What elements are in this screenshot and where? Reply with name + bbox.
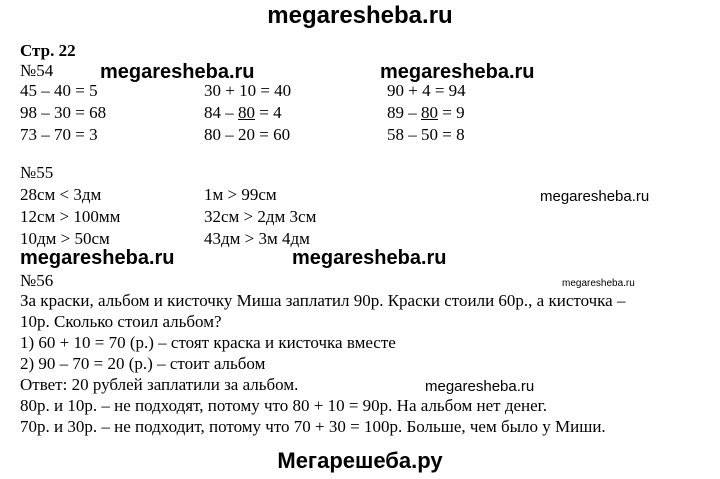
comparison: 12см > 100мм <box>20 207 121 226</box>
comparison: 1м > 99см <box>204 185 277 204</box>
site-footer-watermark: Мегарешеба.ру <box>277 448 443 473</box>
comparison: 28см < 3дм <box>20 185 102 204</box>
answer: Ответ: 20 рублей заплатили за альбом. <box>20 375 299 394</box>
watermark: megaresheba.ru <box>562 278 635 289</box>
watermark: megaresheba.ru <box>20 247 175 269</box>
task-56-title: №56 <box>20 271 54 290</box>
task-55-title: №55 <box>20 163 54 182</box>
solution-step: 1) 60 + 10 = 70 (р.) – стоят краска и кисточка вместе <box>20 333 396 352</box>
equation: 45 – 40 = 5 <box>20 81 98 100</box>
equation: 30 + 10 = 40 <box>204 81 292 100</box>
solution-step: 2) 90 – 70 = 20 (р.) – стоит альбом <box>20 354 266 373</box>
equation: 58 – 50 = 8 <box>387 125 465 144</box>
site-header-watermark: megaresheba.ru <box>267 2 453 29</box>
watermark: megaresheba.ru <box>425 378 535 395</box>
comparison: 43дм > 3м 4дм <box>204 229 310 248</box>
watermark: megaresheba.ru <box>292 247 447 269</box>
equation: 73 – 70 = 3 <box>20 125 98 144</box>
answer-underlined: 80 <box>238 103 255 122</box>
equation: 84 – 80 = 4 <box>204 103 282 122</box>
answer-underlined: 80 <box>421 103 438 122</box>
watermark: megaresheba.ru <box>380 61 535 83</box>
watermark: megaresheba.ru <box>100 61 255 83</box>
task-54-title: №54 <box>20 61 54 80</box>
comparison: 10дм > 50см <box>20 229 110 248</box>
equation: 98 – 30 = 68 <box>20 103 107 122</box>
watermark: megaresheba.ru <box>540 188 650 205</box>
equation: 80 – 20 = 60 <box>204 125 291 144</box>
explanation: 80р. и 10р. – не подходят, потому что 80 + 10 = 90р. На альбом нет денег. <box>20 396 547 415</box>
equation: 90 + 4 = 94 <box>387 81 466 100</box>
explanation: 70р. и 30р. – не подходит, потому что 70 + 30 = 100р. Больше, чем было у Миши. <box>20 417 606 436</box>
equation: 89 – 80 = 9 <box>387 103 465 122</box>
comparison: 32см > 2дм 3см <box>204 207 317 226</box>
problem-text: За краски, альбом и кисточку Миша заплатил 90р. Краски стоили 60р., а кисточка – <box>20 291 626 310</box>
problem-text: 10р. Сколько стоил альбом? <box>20 312 222 331</box>
page-number: Стр. 22 <box>20 41 76 60</box>
